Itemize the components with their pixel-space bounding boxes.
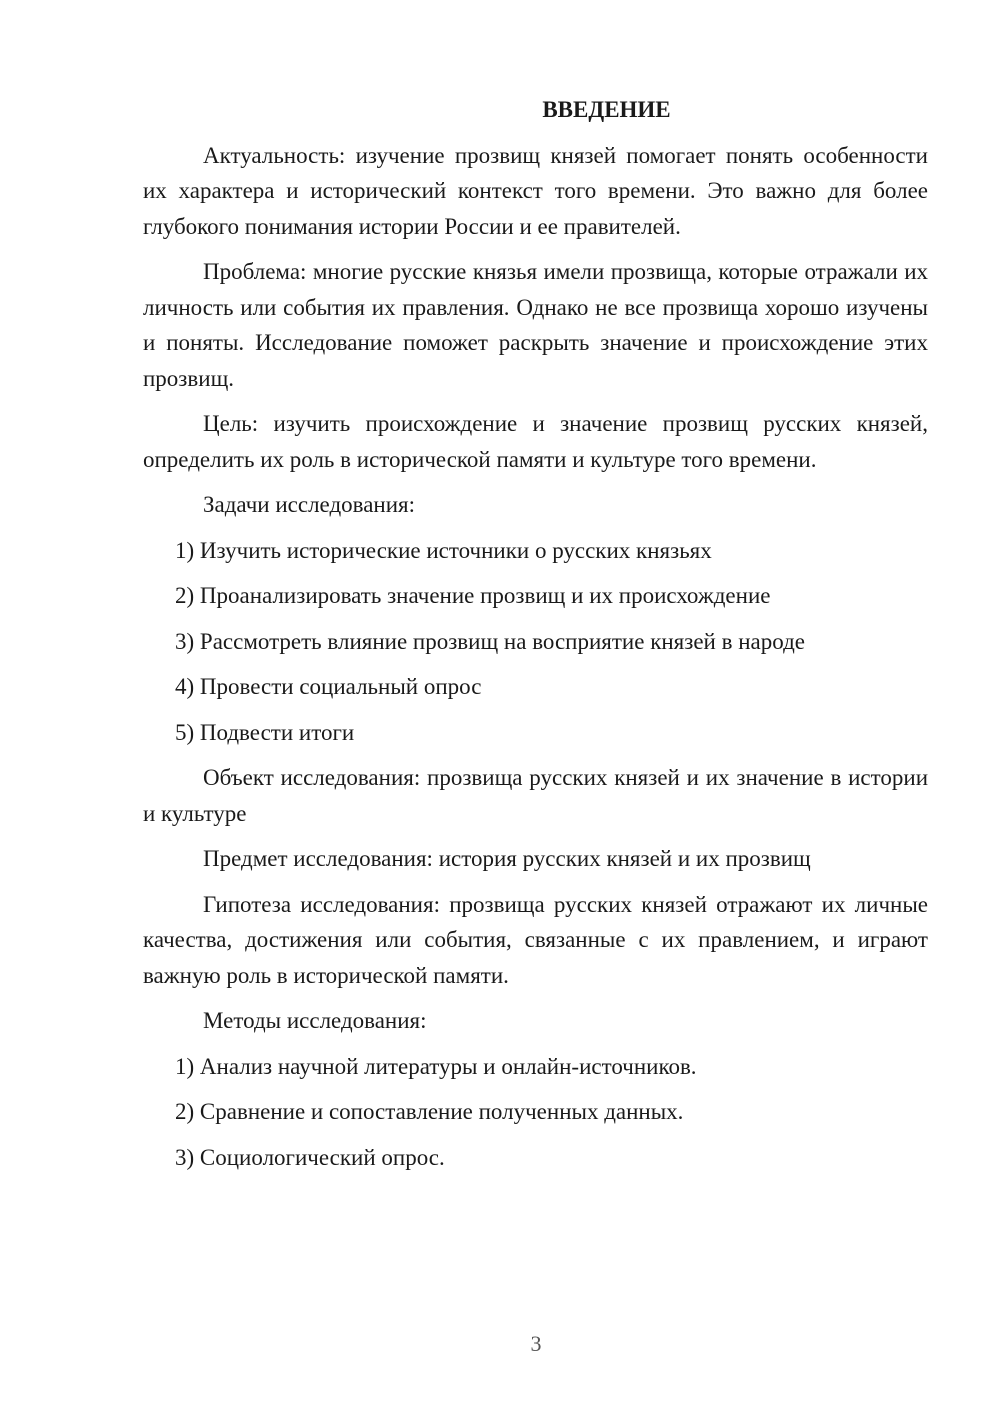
task-item: 1) Изучить исторические источники о русских князьях — [175, 537, 712, 563]
page-number: 3 — [530, 1331, 542, 1356]
task-item: 4) Провести социальный опрос — [175, 674, 482, 699]
subject-paragraph: Предмет исследования: история русских князей и их прозвищ — [203, 846, 811, 871]
task-item: 5) Подвести итоги — [175, 719, 355, 745]
object-paragraph: Объект исследования: прозвища русских князей и их значение в истории и культуре — [143, 765, 928, 826]
hypothesis-paragraph: Гипотеза исследования: прозвища русских князей отражают их личные качества, достижения или события, связанные с их правлением, и играют важную роль в исторической памяти. — [143, 891, 928, 988]
problem-paragraph: Проблема: многие русские князья имели прозвища, которые отражали их личность или события их правления. Однако не все прозвища хорошо изучены и поняты. Исследование поможет раскрыть значение и происхождение этих прозвищ. — [143, 259, 928, 391]
task-item: 2) Проанализировать значение прозвищ и их происхождение — [175, 583, 771, 608]
task-item: 3) Рассмотреть влияние прозвищ на восприятие князей в народе — [175, 628, 805, 654]
method-item: 2) Сравнение и сопоставление полученных данных. — [175, 1099, 684, 1124]
section-heading: ВВЕДЕНИЕ — [542, 97, 671, 122]
method-item: 1) Анализ научной литературы и онлайн-источников. — [175, 1053, 697, 1079]
method-item: 3) Социологический опрос. — [175, 1144, 445, 1170]
document-body — [143, 92, 928, 1185]
goal-paragraph: Цель: изучить происхождение и значение прозвищ русских князей, определить их роль в исторической памяти и культуре того времени. — [143, 411, 928, 472]
relevance-paragraph: Актуальность: изучение прозвищ князей помогает понять особенности их характера и исторический контекст того времени. Это важно для более глубокого понимания истории России и ее правителей. — [143, 142, 928, 239]
methods-title: Методы исследования: — [203, 1008, 427, 1033]
tasks-title: Задачи исследования: — [203, 492, 416, 517]
